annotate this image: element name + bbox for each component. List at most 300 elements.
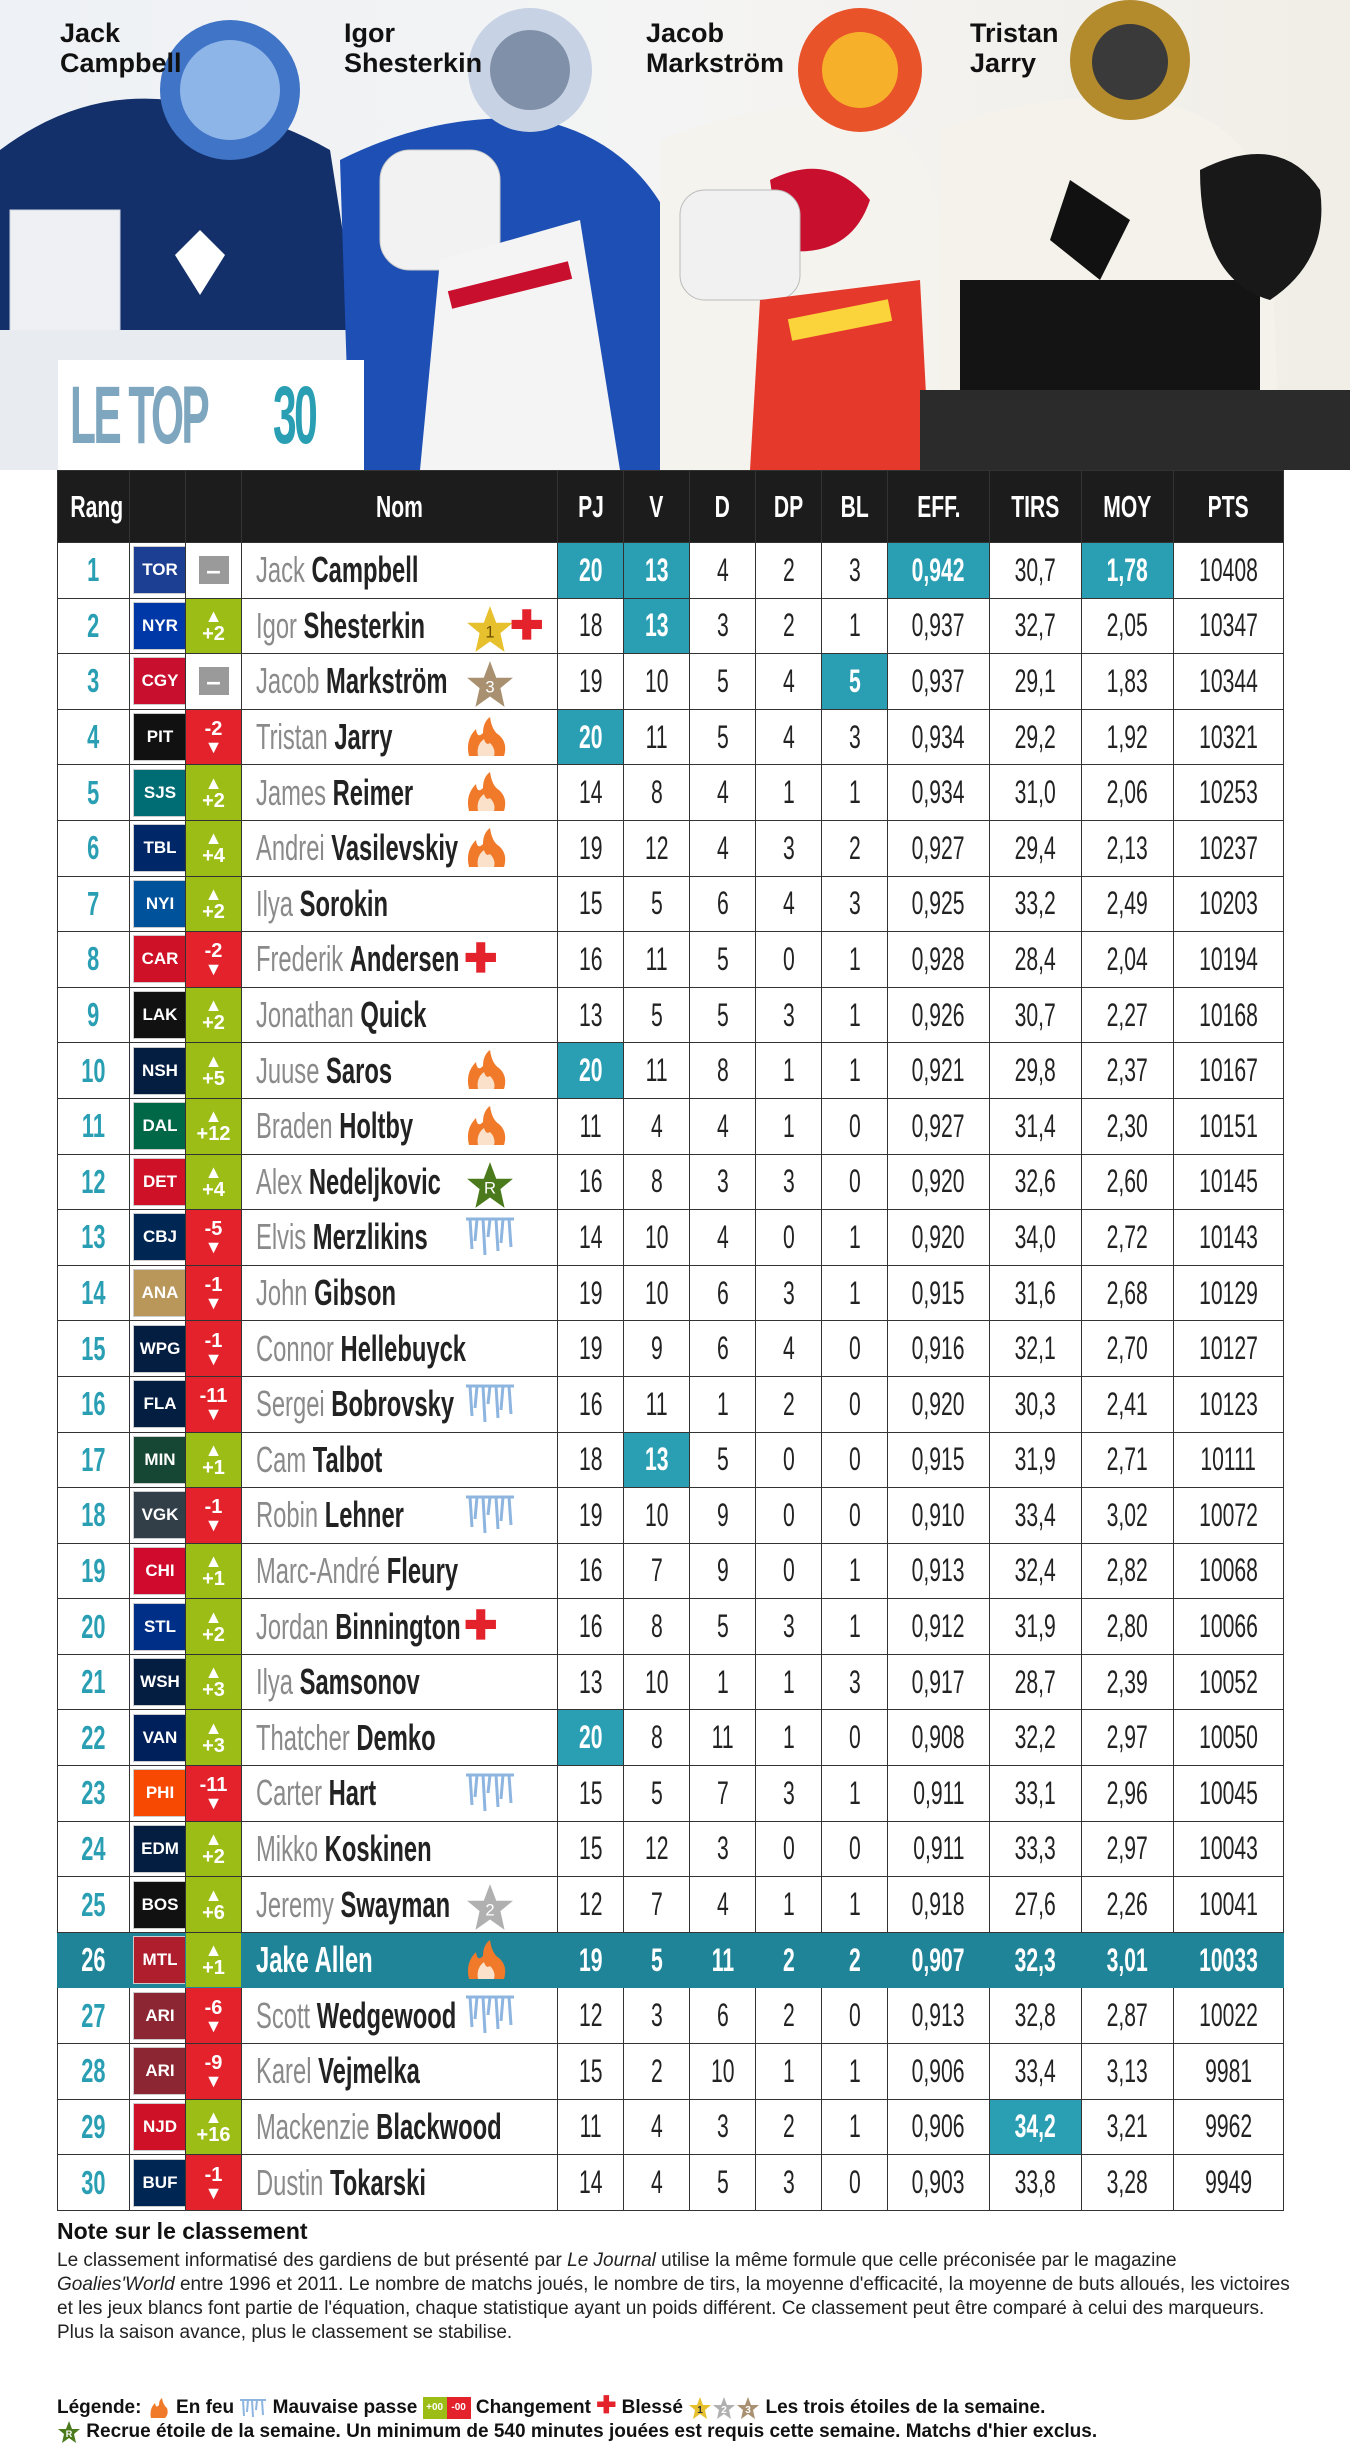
player-name: Marc-André Fleury — [256, 1549, 459, 1591]
stat-bl: 3 — [822, 876, 888, 932]
stat-tirs: 30,7 — [990, 543, 1082, 599]
rank-value: 10 — [81, 1051, 106, 1089]
change-up-badge — [186, 1877, 241, 1932]
table-row — [58, 1932, 1284, 1988]
stat-eff: 0,927 — [888, 1098, 990, 1154]
stat-v: 9 — [624, 1321, 690, 1377]
change-cell — [186, 1043, 242, 1099]
legend-label: Légende: — [57, 2397, 142, 2418]
arrow-up-icon: ▲ — [204, 1940, 223, 1961]
header-col-10 — [990, 471, 1082, 543]
change-value: +2 — [202, 900, 225, 923]
stat-tirs: 34,2 — [990, 2099, 1082, 2155]
rank-cell — [58, 1710, 130, 1766]
stat-bl: 2 — [822, 1932, 888, 1988]
player-name-cell — [242, 543, 558, 599]
stat-eff: 0,903 — [888, 2155, 990, 2211]
team-logo-cell — [130, 1932, 186, 1988]
stat-d: 3 — [690, 598, 756, 654]
legend-cold: Mauvaise passe — [272, 2397, 418, 2418]
stat-v: 7 — [624, 1543, 690, 1599]
stat-pts: 10123 — [1174, 1376, 1284, 1432]
stat-dp: 3 — [756, 987, 822, 1043]
table-row — [58, 2099, 1284, 2155]
player-name-cell — [242, 598, 558, 654]
stat-d: 9 — [690, 1488, 756, 1544]
change-up-badge — [186, 2100, 241, 2155]
stat-pts: 10066 — [1174, 1599, 1284, 1655]
legend-line-2 — [57, 2420, 1297, 2444]
no-change-badge — [186, 654, 241, 709]
stat-pts: 10129 — [1174, 1265, 1284, 1321]
change-down-badge — [186, 2155, 241, 2210]
stat-moy: 2,97 — [1082, 1821, 1174, 1877]
change-value: +2 — [202, 622, 225, 645]
stat-bl: 1 — [822, 2099, 888, 2155]
team-logo-cell — [130, 1599, 186, 1655]
header-col-8 — [822, 471, 888, 543]
stat-tirs: 31,0 — [990, 765, 1082, 821]
stat-dp: 4 — [756, 709, 822, 765]
rank-value: 30 — [81, 2163, 106, 2201]
stat-pts: 10052 — [1174, 1654, 1284, 1710]
stat-bl: 1 — [822, 765, 888, 821]
team-abbr: NSH — [142, 1060, 178, 1080]
stat-moy: 3,13 — [1082, 2044, 1174, 2100]
stat-v: 5 — [624, 876, 690, 932]
stat-tirs: 32,6 — [990, 1154, 1082, 1210]
arrow-up-icon: ▲ — [204, 1828, 223, 1849]
stat-eff: 0,910 — [888, 1488, 990, 1544]
change-value: -1 — [204, 1496, 223, 1519]
svg-text:3: 3 — [485, 677, 495, 697]
table-row — [58, 1432, 1284, 1488]
stat-v: 10 — [624, 1488, 690, 1544]
change-up-badge — [186, 1155, 241, 1210]
stat-pts: 10145 — [1174, 1154, 1284, 1210]
stat-moy: 3,21 — [1082, 2099, 1174, 2155]
stat-moy: 2,70 — [1082, 1321, 1174, 1377]
top30-title: LE TOP 30 — [58, 360, 364, 470]
change-value: +4 — [202, 845, 225, 868]
rank-cell — [58, 1821, 130, 1877]
change-up-badge — [186, 988, 241, 1043]
stat-moy: 2,49 — [1082, 876, 1174, 932]
rank-cell — [58, 598, 130, 654]
stat-pj: 16 — [558, 1543, 624, 1599]
stat-bl: 1 — [822, 2044, 888, 2100]
player-name: Scott Wedgewood — [256, 1994, 457, 2036]
change-value: +6 — [202, 1901, 225, 1924]
stat-tirs: 32,4 — [990, 1543, 1082, 1599]
change-cell — [186, 1376, 242, 1432]
team-logo — [133, 2159, 186, 2207]
stat-v: 8 — [624, 1154, 690, 1210]
team-logo — [133, 1158, 186, 1206]
player-name: Connor Hellebuyck — [256, 1327, 467, 1369]
change-down-badge — [186, 1321, 241, 1376]
rookie-letter: R — [65, 2429, 73, 2439]
team-logo — [133, 1491, 186, 1539]
stat-v: 10 — [624, 654, 690, 710]
rank-value: 1 — [87, 551, 100, 589]
change-value: +1 — [202, 1567, 225, 1590]
stat-dp: 4 — [756, 654, 822, 710]
change-value: -2 — [204, 718, 223, 741]
stat-moy: 2,97 — [1082, 1710, 1174, 1766]
stat-pj: 16 — [558, 1154, 624, 1210]
note-text: Le classement informatisé des gardiens de but présenté par Le Journal utilise la même formule que celle préconisée par le magazine Goalies'World entre 1996 et 2011. Le nombre de matchs joués, le nombre de tirs, la moyenne d'efficacité, la moyenne de buts alloués, les victoires et les jeux blancs font partie de l'équation, chaque statistique ayant un poids différent. Ce classement peut être comparé à celui des marqueurs. Plus la saison avance, plus le classement se stabilise. — [57, 2250, 1290, 2343]
stat-dp: 0 — [756, 932, 822, 988]
stat-v: 8 — [624, 1599, 690, 1655]
player-name-cell — [242, 820, 558, 876]
change-cell — [186, 1488, 242, 1544]
table-row — [58, 1821, 1284, 1877]
change-value: +2 — [202, 1845, 225, 1868]
stat-dp: 1 — [756, 2044, 822, 2100]
arrow-up-icon: ▲ — [204, 605, 223, 626]
stat-dp: 3 — [756, 1599, 822, 1655]
rank-value: 20 — [81, 1607, 106, 1645]
stat-moy: 2,13 — [1082, 820, 1174, 876]
player-name-cell — [242, 765, 558, 821]
change-cell — [186, 1932, 242, 1988]
table-row — [58, 987, 1284, 1043]
rank-value: 5 — [87, 773, 100, 811]
stat-v: 11 — [624, 1376, 690, 1432]
table-row — [58, 1154, 1284, 1210]
change-value: -6 — [204, 1996, 223, 2019]
header-col-11 — [1082, 471, 1174, 543]
change-value: -9 — [204, 2052, 223, 2075]
team-abbr: NJD — [142, 2116, 177, 2136]
team-logo-cell — [130, 932, 186, 988]
rank-cell — [58, 1043, 130, 1099]
header-col-12 — [1174, 471, 1284, 543]
team-logo-cell — [130, 1877, 186, 1933]
stat-pj: 14 — [558, 1210, 624, 1266]
player-name: Igor Shesterkin — [256, 604, 426, 646]
rank-cell — [58, 654, 130, 710]
stat-dp: 1 — [756, 1043, 822, 1099]
team-logo-cell — [130, 1265, 186, 1321]
team-logo — [133, 2103, 186, 2151]
player-name: Sergei Bobrovsky — [256, 1383, 455, 1425]
stat-v: 11 — [624, 709, 690, 765]
rank-cell — [58, 1932, 130, 1988]
player-name-cell — [242, 1265, 558, 1321]
stat-v: 11 — [624, 1043, 690, 1099]
player-name-cell — [242, 654, 558, 710]
stat-d: 5 — [690, 987, 756, 1043]
stat-pj: 18 — [558, 598, 624, 654]
stat-eff: 0,918 — [888, 1877, 990, 1933]
team-logo-cell — [130, 1321, 186, 1377]
stat-moy: 3,28 — [1082, 2155, 1174, 2211]
stat-tirs: 33,3 — [990, 1821, 1082, 1877]
stat-eff: 0,913 — [888, 1543, 990, 1599]
stat-d: 11 — [690, 1932, 756, 1988]
team-logo-cell — [130, 2155, 186, 2211]
stat-tirs: 31,6 — [990, 1265, 1082, 1321]
change-value: +12 — [196, 1123, 231, 1146]
rank-value: 21 — [81, 1663, 106, 1701]
stat-dp: 1 — [756, 1877, 822, 1933]
stat-eff: 0,913 — [888, 1988, 990, 2044]
arrow-up-icon: ▲ — [204, 1050, 223, 1071]
team-abbr: EDM — [141, 1838, 179, 1858]
table-row — [58, 1321, 1284, 1377]
change-up-icon: +00 — [423, 2397, 447, 2419]
change-cell — [186, 1710, 242, 1766]
arrow-up-icon: ▲ — [204, 1106, 223, 1127]
arrow-down-icon: ▼ — [204, 959, 223, 980]
change-cell — [186, 1766, 242, 1822]
change-up-badge — [186, 599, 241, 654]
team-logo — [133, 713, 186, 761]
player-name: Mackenzie Blackwood — [256, 2105, 502, 2147]
change-cell — [186, 1432, 242, 1488]
team-logo-cell — [130, 1988, 186, 2044]
stat-moy: 2,68 — [1082, 1265, 1174, 1321]
stat-eff: 0,911 — [888, 1821, 990, 1877]
header-col-0 — [58, 471, 130, 543]
change-down-badge — [186, 710, 241, 765]
change-up-badge — [186, 1933, 241, 1988]
rank-cell — [58, 2044, 130, 2100]
player-name: Alex Nedeljkovic — [256, 1160, 441, 1202]
legend-stars: Les trois étoiles de la semaine. — [765, 2397, 1046, 2418]
stat-d: 4 — [690, 1877, 756, 1933]
change-cell — [186, 709, 242, 765]
rank-cell — [58, 1488, 130, 1544]
injured-icon: ✚ — [596, 2392, 617, 2419]
table-header — [58, 471, 1284, 543]
cold-icon — [464, 1771, 516, 1815]
change-value: +1 — [202, 1456, 225, 1479]
rank-value: 27 — [81, 1996, 106, 2034]
stat-dp: 2 — [756, 543, 822, 599]
rank-value: 2 — [87, 606, 100, 644]
stat-bl: 1 — [822, 1210, 888, 1266]
stat-v: 5 — [624, 1932, 690, 1988]
stat-v: 13 — [624, 543, 690, 599]
stat-dp: 3 — [756, 1265, 822, 1321]
stat-d: 4 — [690, 543, 756, 599]
injured-icon: ✚ — [464, 937, 498, 982]
header-label: BL — [840, 488, 869, 524]
rank-value: 18 — [81, 1496, 106, 1534]
arrow-down-icon: ▼ — [204, 1793, 223, 1814]
change-down-badge — [186, 1766, 241, 1821]
fire-icon — [464, 826, 510, 868]
table-row — [58, 1543, 1284, 1599]
stat-tirs: 33,4 — [990, 2044, 1082, 2100]
arrow-up-icon: ▲ — [204, 883, 223, 904]
table-row — [58, 1488, 1284, 1544]
svg-text:2: 2 — [485, 1900, 495, 1920]
stat-moy: 2,05 — [1082, 598, 1174, 654]
stat-dp: 2 — [756, 598, 822, 654]
stat-dp: 2 — [756, 1932, 822, 1988]
cold-icon — [464, 1215, 516, 1259]
stat-d: 4 — [690, 1098, 756, 1154]
team-logo — [133, 1603, 186, 1651]
stat-dp: 3 — [756, 1154, 822, 1210]
cold-icon — [464, 1382, 516, 1426]
change-cell — [186, 987, 242, 1043]
header-label: MOY — [1103, 488, 1152, 524]
team-logo-cell — [130, 1766, 186, 1822]
stat-bl: 1 — [822, 932, 888, 988]
stat-tirs: 30,3 — [990, 1376, 1082, 1432]
stat-dp: 2 — [756, 2099, 822, 2155]
team-logo-cell — [130, 598, 186, 654]
team-abbr: TOR — [142, 560, 178, 580]
arrow-down-icon: ▼ — [204, 737, 223, 758]
change-cell — [186, 598, 242, 654]
arrow-up-icon: ▲ — [204, 1606, 223, 1627]
legend-change: Changement — [475, 2397, 591, 2418]
change-value: -1 — [204, 2163, 223, 2186]
change-cell — [186, 654, 242, 710]
star-3-num: 3 — [745, 2404, 751, 2416]
player-name: Andrei Vasilevskiy — [256, 827, 459, 869]
player-name: Tristan Jarry — [256, 716, 393, 758]
cold-icon — [464, 1493, 516, 1537]
rank-cell — [58, 1210, 130, 1266]
rank-value: 25 — [81, 1885, 106, 1923]
stat-moy: 3,02 — [1082, 1488, 1174, 1544]
change-cell — [186, 2155, 242, 2211]
stat-pts: 10072 — [1174, 1488, 1284, 1544]
ranking-note — [57, 2218, 1293, 2345]
arrow-down-icon: ▼ — [204, 2015, 223, 2036]
team-abbr: CGY — [141, 671, 179, 691]
stat-moy: 2,96 — [1082, 1766, 1174, 1822]
stat-pts: 9949 — [1174, 2155, 1284, 2211]
stat-pts: 10033 — [1174, 1932, 1284, 1988]
rank-value: 14 — [81, 1274, 106, 1312]
change-down-badge — [186, 1377, 241, 1432]
team-logo — [133, 935, 186, 983]
stat-dp: 0 — [756, 1210, 822, 1266]
player-name-cell — [242, 1877, 558, 1933]
fire-icon — [464, 1048, 510, 1090]
legend-fire: En feu — [176, 2397, 235, 2418]
stat-pj: 15 — [558, 876, 624, 932]
table-row — [58, 1988, 1284, 2044]
team-logo — [133, 1547, 186, 1595]
change-up-badge — [186, 821, 241, 876]
stat-bl: 0 — [822, 1432, 888, 1488]
player-name-cell — [242, 1210, 558, 1266]
hero-name-campbell: Jack Campbell — [60, 18, 182, 78]
stat-pj: 19 — [558, 1488, 624, 1544]
rank-cell — [58, 709, 130, 765]
team-abbr: MTL — [142, 1950, 178, 1970]
team-logo — [133, 1714, 186, 1762]
stat-dp: 0 — [756, 1821, 822, 1877]
team-abbr: NYR — [142, 615, 178, 635]
table-row — [58, 1710, 1284, 1766]
player-name: Dustin Tokarski — [256, 2161, 426, 2203]
team-logo-cell — [130, 876, 186, 932]
team-logo-cell — [130, 820, 186, 876]
stat-eff: 0,925 — [888, 876, 990, 932]
change-cell — [186, 1265, 242, 1321]
stat-tirs: 29,8 — [990, 1043, 1082, 1099]
team-logo-cell — [130, 765, 186, 821]
rank-value: 6 — [87, 829, 100, 867]
team-logo — [133, 1047, 186, 1095]
header-label: EFF. — [916, 488, 961, 524]
rank-value: 19 — [81, 1551, 106, 1589]
stat-eff: 0,934 — [888, 709, 990, 765]
stat-tirs: 34,0 — [990, 1210, 1082, 1266]
rank-value: 23 — [81, 1774, 106, 1812]
stat-v: 12 — [624, 820, 690, 876]
table-row — [58, 1043, 1284, 1099]
stat-tirs: 33,4 — [990, 1488, 1082, 1544]
stat-v: 10 — [624, 1210, 690, 1266]
player-name-cell — [242, 932, 558, 988]
rank-cell — [58, 1543, 130, 1599]
hero-name-shesterkin: Igor Shesterkin — [344, 18, 483, 78]
change-value: – — [199, 667, 229, 695]
arrow-down-icon: ▼ — [204, 1293, 223, 1314]
table-row — [58, 709, 1284, 765]
change-up-badge — [186, 765, 241, 820]
player-name: Braden Holtby — [256, 1105, 414, 1147]
no-change-badge — [186, 543, 241, 598]
player-name: Ilya Sorokin — [256, 882, 389, 924]
stat-moy: 1,83 — [1082, 654, 1174, 710]
stat-eff: 0,921 — [888, 1043, 990, 1099]
team-logo — [133, 1992, 186, 2040]
stat-pj: 12 — [558, 1877, 624, 1933]
change-cell — [186, 1321, 242, 1377]
player-name: Jake Allen — [256, 1939, 373, 1981]
stat-bl: 0 — [822, 1321, 888, 1377]
stat-dp: 3 — [756, 820, 822, 876]
team-logo — [133, 1380, 186, 1428]
injured-icon: ✚ — [464, 1604, 498, 1649]
stat-dp: 3 — [756, 2155, 822, 2211]
stat-moy: 1,78 — [1082, 543, 1174, 599]
arrow-up-icon: ▲ — [204, 2106, 223, 2127]
stat-tirs: 33,8 — [990, 2155, 1082, 2211]
stat-pj: 19 — [558, 1321, 624, 1377]
rank-cell — [58, 1654, 130, 1710]
stat-moy: 2,39 — [1082, 1654, 1174, 1710]
stat-bl: 3 — [822, 709, 888, 765]
stat-pts: 10344 — [1174, 654, 1284, 710]
stat-d: 7 — [690, 1766, 756, 1822]
change-down-badge — [186, 1266, 241, 1321]
stat-pj: 14 — [558, 2155, 624, 2211]
arrow-up-icon: ▲ — [204, 995, 223, 1016]
stat-d: 3 — [690, 1154, 756, 1210]
change-value: +3 — [202, 1679, 225, 1702]
stat-eff: 0,911 — [888, 1766, 990, 1822]
fire-icon — [464, 1938, 510, 1980]
rank-value: 12 — [81, 1162, 106, 1200]
rank-value: 8 — [87, 940, 100, 978]
table-row — [58, 932, 1284, 988]
player-name-cell — [242, 1098, 558, 1154]
change-cell — [186, 1654, 242, 1710]
